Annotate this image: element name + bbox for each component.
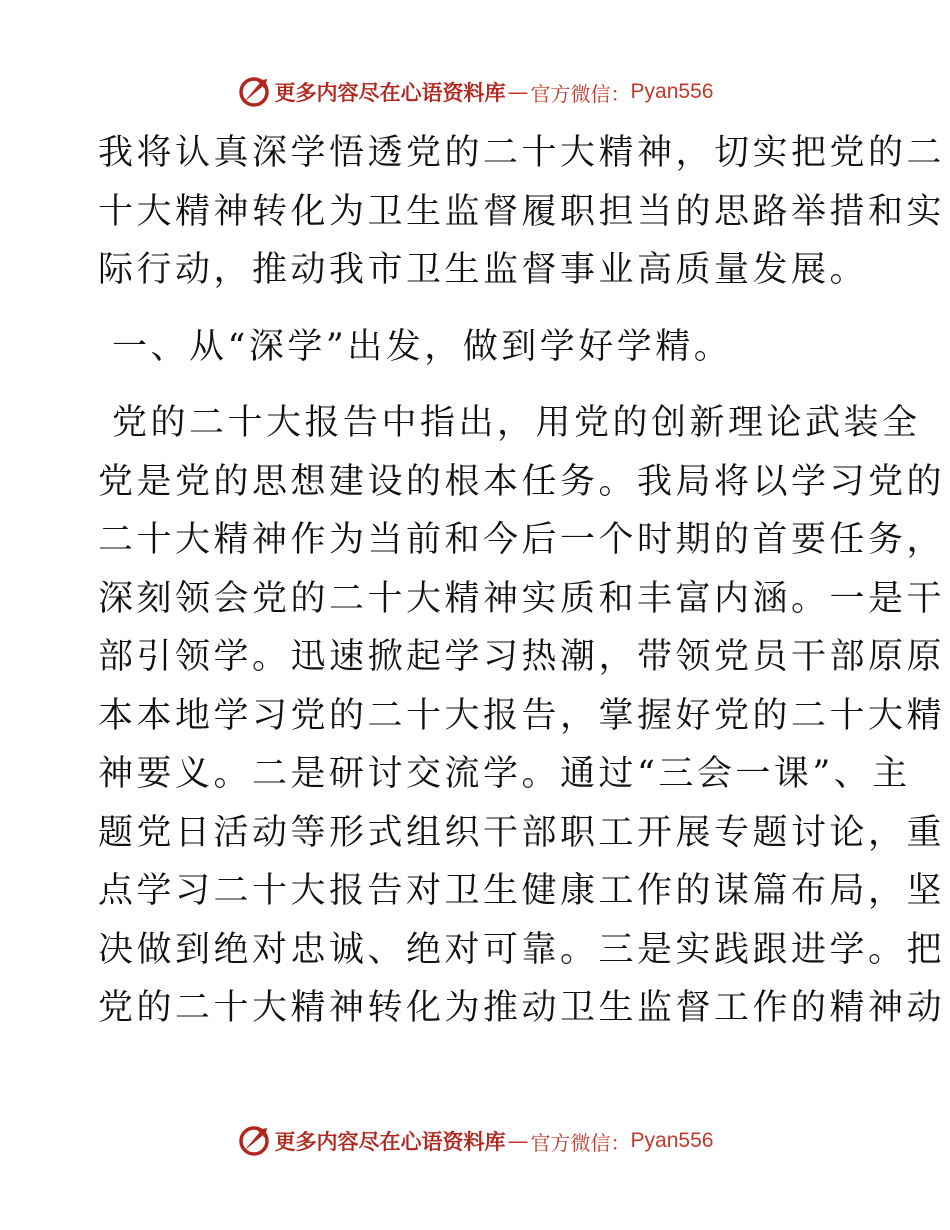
watermark-wechat-label: 官方微信： <box>530 81 631 106</box>
paragraph-study <box>98 394 946 1038</box>
text-line: 部引领学。迅速掀起学习热潮，带领党员干部原原 <box>98 637 946 677</box>
text-line: 十大精神转化为卫生监督履职担当的思路举措和实 <box>98 191 946 232</box>
text-line: 际行动，推动我市卫生监督事业高质量发展。 <box>98 250 869 290</box>
text-line: 党是党的思想建设的根本任务。我局将以学习党的 <box>98 461 946 502</box>
text-line: 神要义。二是研讨交流学。通过“三会一课”、主 <box>98 754 911 794</box>
paragraph-intro <box>98 124 946 300</box>
text-line: 本本地学习党的二十大报告，掌握好党的二十大精 <box>98 695 946 736</box>
document-body <box>98 124 946 1038</box>
watermark-wechat-id: Pyan556 <box>630 80 714 103</box>
text-line: 二十大精神作为当前和今后一个时期的首要任务， <box>98 520 946 560</box>
watermark-dash: — <box>507 80 529 104</box>
text-line: 决做到绝对忠诚、绝对可靠。三是实践跟进学。把 <box>98 929 946 970</box>
text-line: 党的二十大精神转化为推动卫生监督工作的精神动 <box>98 988 946 1028</box>
section-heading: 一、从“深学”出发，做到学好学精。 <box>112 326 733 367</box>
text-line: 我将认真深学悟透党的二十大精神，切实把党的二 <box>98 133 946 173</box>
watermark-wechat-id: Pyan556 <box>630 1129 714 1152</box>
quill-logo-icon <box>237 75 271 109</box>
watermark-footer <box>0 1121 950 1161</box>
text-line: 点学习二十大报告对卫生健康工作的谋篇布局，坚 <box>98 871 946 911</box>
text-line: 党的二十大报告中指出，用党的创新理论武装全 <box>112 403 921 443</box>
quill-logo-icon <box>237 1124 271 1158</box>
watermark-dash: — <box>507 1129 529 1153</box>
watermark-brand: 更多内容尽在心语资料库 <box>274 80 506 105</box>
text-line: 题党日活动等形式组织干部职工开展专题讨论，重 <box>98 812 946 853</box>
watermark-header <box>0 72 950 112</box>
watermark-wechat-label: 官方微信： <box>530 1130 631 1155</box>
text-line: 深刻领会党的二十大精神实质和丰富内涵。一是干 <box>98 578 946 619</box>
watermark-brand: 更多内容尽在心语资料库 <box>274 1129 506 1154</box>
